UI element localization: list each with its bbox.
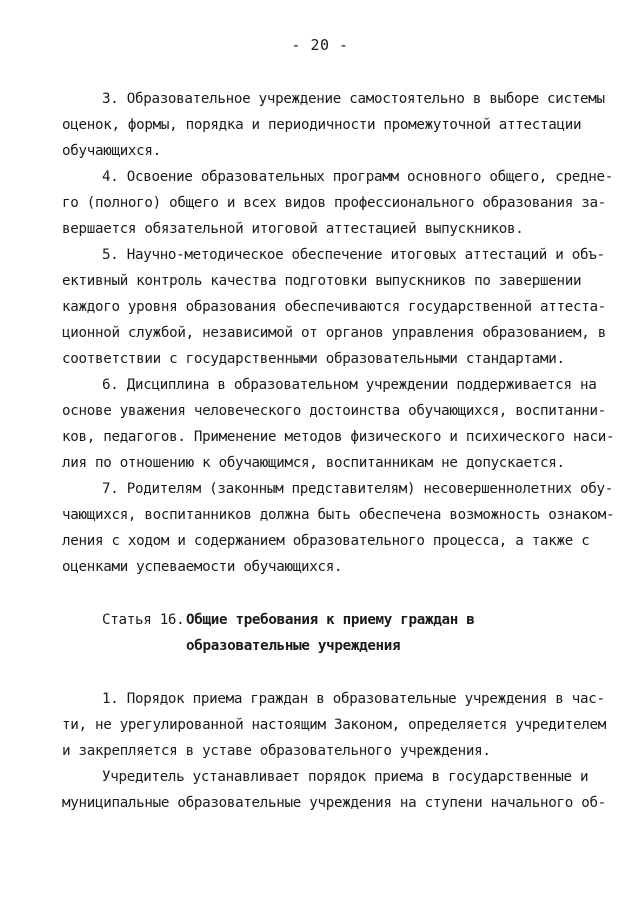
article-label: Статья 16. bbox=[102, 612, 185, 628]
paragraph-line: 5. Научно-методическое обеспечение итоговых аттестаций и объ- bbox=[102, 247, 605, 263]
paragraph-line: ективный контроль качества подготовки выпускников по завершении bbox=[62, 273, 582, 289]
paragraph-line: Учредитель устанавливает порядок приема в государственные и bbox=[102, 769, 589, 785]
paragraph-line: основе уважения человеческого достоинства обучающихся, воспитанни- bbox=[62, 403, 606, 419]
paragraph-line: ков, педагогов. Применение методов физического и психического наси- bbox=[62, 429, 615, 445]
paragraph-line: соответствии с государственными образовательными стандартами. bbox=[62, 351, 565, 367]
paragraph-line: ления с ходом и содержанием образовательного процесса, а также с bbox=[62, 533, 590, 549]
paragraph-line: оценок, формы, порядка и периодичности промежуточной аттестации bbox=[62, 117, 582, 133]
article-title-line-2: образовательные учреждения bbox=[186, 638, 401, 654]
paragraph-line: муниципальные образовательные учреждения на ступени начального об- bbox=[62, 795, 606, 811]
paragraph-line: 6. Дисциплина в образовательном учреждении поддерживается на bbox=[102, 377, 597, 393]
article-title-line-1: Общие требования к приему граждан в bbox=[186, 612, 475, 628]
paragraph-line: каждого уровня образования обеспечиваются государственной аттеста- bbox=[62, 299, 606, 315]
paragraph-line: 4. Освоение образовательных программ основного общего, средне- bbox=[102, 169, 613, 185]
paragraph-line: 7. Родителям (законным представителям) несовершеннолетних обу- bbox=[102, 481, 613, 497]
paragraph-line: лия по отношению к обучающимся, воспитанникам не допускается. bbox=[62, 455, 565, 471]
paragraph-line: 1. Порядок приема граждан в образовательные учреждения в час- bbox=[102, 691, 605, 707]
paragraph-line: 3. Образовательное учреждение самостоятельно в выборе системы bbox=[102, 91, 605, 107]
paragraph-line: ти, не урегулированной настоящим Законом, определяется учредителем bbox=[62, 717, 606, 733]
paragraph-line: вершается обязательной итоговой аттестацией выпускников. bbox=[62, 221, 524, 237]
page-number: - 20 - bbox=[291, 36, 349, 54]
paragraph-line: оценками успеваемости обучающихся. bbox=[62, 559, 343, 575]
paragraph-line: обучающихся. bbox=[62, 143, 161, 159]
paragraph-line: ционной службой, независимой от органов управления образованием, в bbox=[62, 325, 606, 341]
paragraph-line: чающихся, воспитанников должна быть обеспечена возможность ознаком- bbox=[62, 507, 615, 523]
paragraph-line: и закрепляется в уставе образовательного учреждения. bbox=[62, 743, 491, 759]
paragraph-line: го (полного) общего и всех видов профессионального образования за- bbox=[62, 195, 606, 211]
